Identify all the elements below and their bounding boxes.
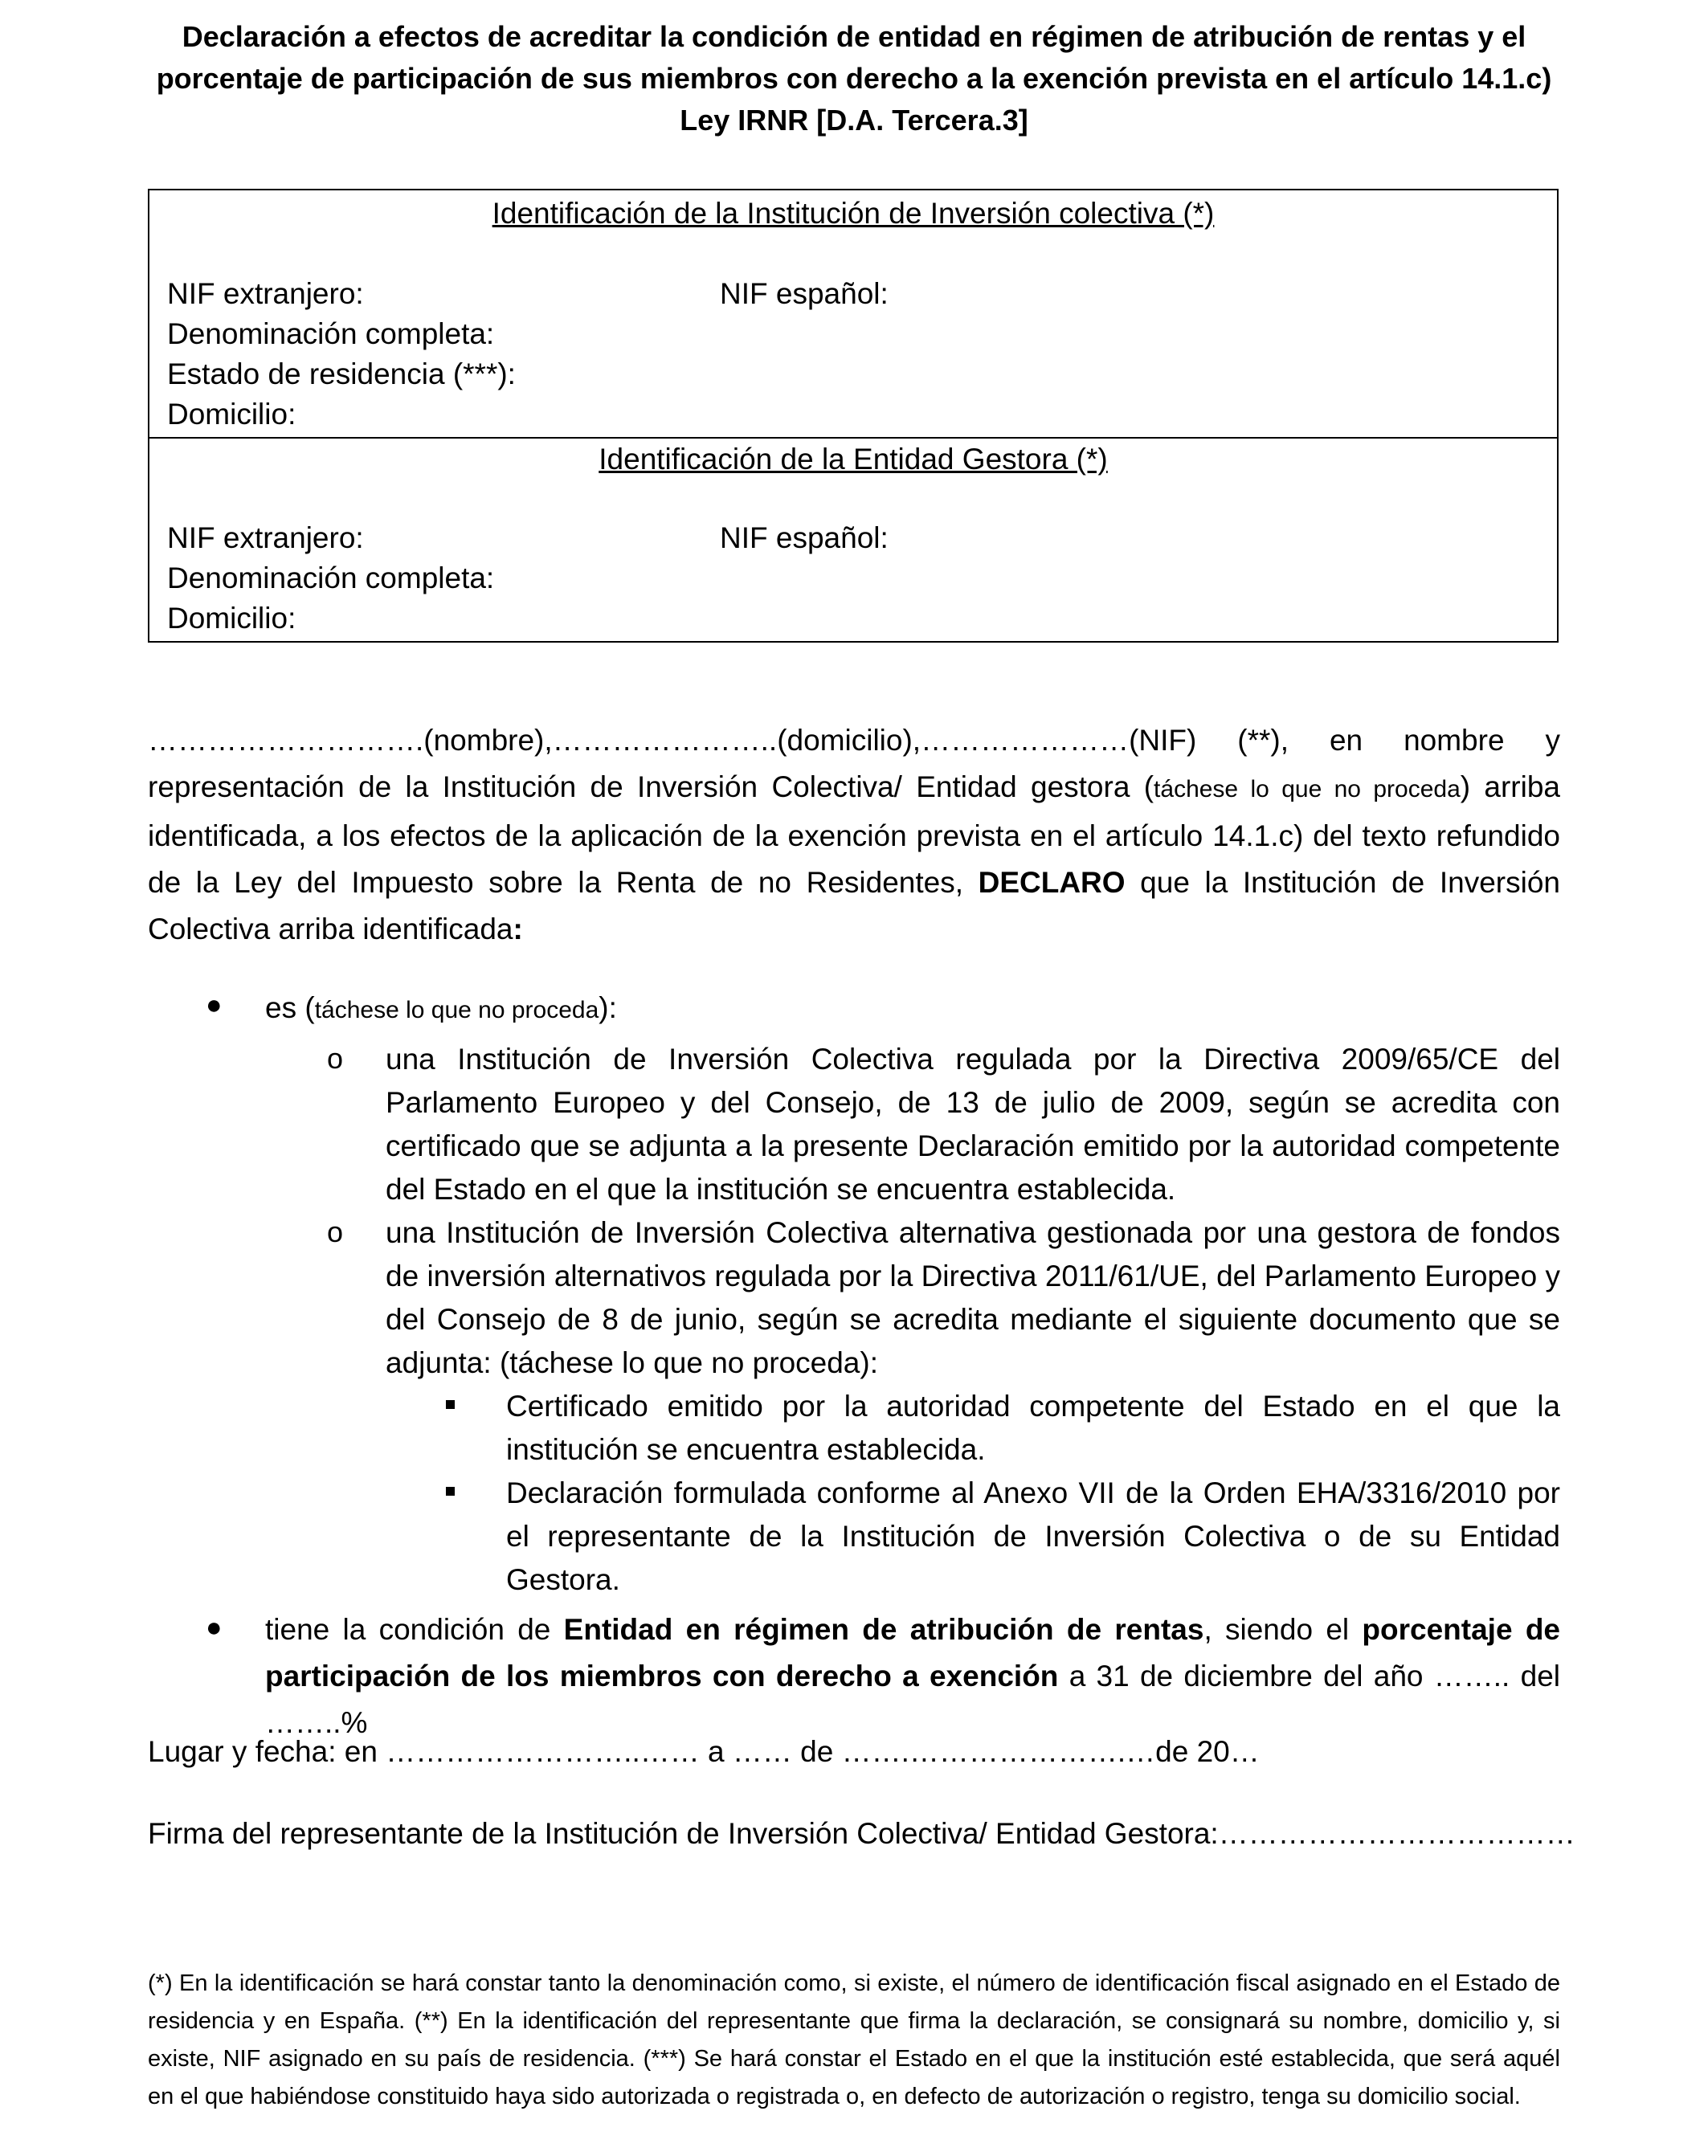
bullet-2-bold-2: porcentaje de participación de los miembros con derecho a exención (265, 1613, 1561, 1693)
title-line-3: Ley IRNR [D.A. Tercera.3] (680, 104, 1028, 137)
institution-address-label: Domicilio: (167, 398, 296, 431)
sub-bullet-1-square (446, 1400, 455, 1409)
institution-heading: Identificación de la Institución de Inversión colectiva (*) (492, 197, 1215, 230)
sub-option-2-text: Declaración formulada conforme al Anexo VII de la Orden EHA/3316/2010 por el representante de la Institución de Inversión Colectiva o de su Entidad Gestora. (506, 1476, 1560, 1596)
option-1-marker: o (327, 1042, 344, 1075)
declaration-text-1: ……………………….(nombre),…………………..(domicilio),…………………(NIF) (**), en nombre y representación de la Institución de Inversión Colectiva/ Entidad gestora ( (148, 724, 1560, 803)
signature-line: Firma del representante de la Institución de Inversión Colectiva/ Entidad Gestora:……………………………… (148, 1817, 1575, 1850)
bullet-dot-1: ● (206, 990, 223, 1020)
bullet-1-note: táchese lo que no proceda (314, 997, 599, 1023)
declaro-keyword: DECLARO (978, 866, 1126, 899)
manager-nif-spanish-label: NIF español: (720, 521, 889, 554)
institution-residence-label: Estado de residencia (***): (167, 357, 516, 390)
institution-full-name-label: Denominación completa: (167, 317, 495, 350)
option-2-marker: o (327, 1215, 344, 1248)
bullet-2-part-2: , siendo el (1203, 1613, 1363, 1646)
sub-option-1-text: Certificado emitido por la autoridad competente del Estado en el que la institución se encuentra establecida. (506, 1390, 1560, 1466)
manager-nif-foreign-label: NIF extranjero: (167, 521, 364, 554)
bullet-1-suffix: ): (599, 991, 617, 1024)
manager-full-name-label: Denominación completa: (167, 561, 495, 594)
bullet-2-bold-1: Entidad en régimen de atribución de rentas (563, 1613, 1204, 1646)
manager-address-label: Domicilio: (167, 602, 296, 635)
declaration-text-3: que la Institución de Inversión Colectiva arriba identificada (148, 866, 1560, 945)
document-title (148, 16, 1560, 141)
bullet-2-part-1: tiene la condición de (265, 1613, 564, 1646)
sub-bullet-2-square (446, 1487, 455, 1496)
box-divider (149, 437, 1557, 439)
bullet-1-heading (265, 991, 617, 1025)
identification-box (148, 189, 1559, 643)
option-2-text: una Institución de Inversión Colectiva alternativa gestionada por una gestora de fondos de inversión alternativos regulada por la Directiva 2011/61/UE, del Parlamento Europeo y del Consejo de 8 de junio, según se acredita mediante el siguiente documento que se adjunta: (táchese lo que no proceda): (386, 1216, 1560, 1379)
option-1-text: una Institución de Inversión Colectiva regulada por la Directiva 2009/65/CE del Parlamento Europeo y del Consejo, de 13 de julio de 2009, según se acredita con certificado que se adjunta a la presente Declaración emitido por la autoridad competente del Estado en el que la institución se encuentra establecida. (386, 1043, 1560, 1206)
strike-note: táchese lo que no proceda (1154, 776, 1461, 802)
declaration-paragraph (148, 717, 1560, 953)
bullet-dot-2: ● (206, 1612, 223, 1643)
manager-heading: Identificación de la Entidad Gestora (*) (599, 443, 1108, 476)
institution-nif-foreign-label: NIF extranjero: (167, 277, 364, 310)
bullet-1-prefix: es ( (265, 991, 315, 1024)
footnote: (*) En la identificación se hará constar tanto la denominación como, si existe, el número de identificación fiscal asignado en el Estado de residencia y en España. (**) En la identificación del representante que firma la declaración, se consignará su nombre, domicilio y, si existe, NIF asignado en su país de residencia. (***) Se hará constar el Estado en el que la institución esté establecida, que será aquél en el que habiéndose constituido haya sido autorizada o registrada o, en defecto de autorización o registro, tenga su domicilio social. (148, 1970, 1560, 2109)
bullet-2-text (265, 1607, 1560, 1746)
bullet-2-part-3: a 31 de diciembre del año …….. del ……..% (265, 1660, 1560, 1739)
declaration-text-2: ) arriba identificada, a los efectos de la aplicación de la exención prevista en el artículo 14.1.c) del texto refundido de la Ley del Impuesto sobre la Renta de no Residentes, (148, 770, 1560, 899)
title-line-2: porcentaje de participación de sus miembros con derecho a la exención prevista en el artículo 14.1.c) (156, 62, 1552, 95)
declaration-colon: : (513, 913, 523, 945)
place-date-line: Lugar y fecha: en ……………………..…… a …… de …….………………….…de 20… (148, 1735, 1260, 1768)
institution-nif-spanish-label: NIF español: (720, 277, 889, 310)
title-line-1: Declaración a efectos de acreditar la condición de entidad en régimen de atribución de rentas y el (182, 20, 1526, 53)
